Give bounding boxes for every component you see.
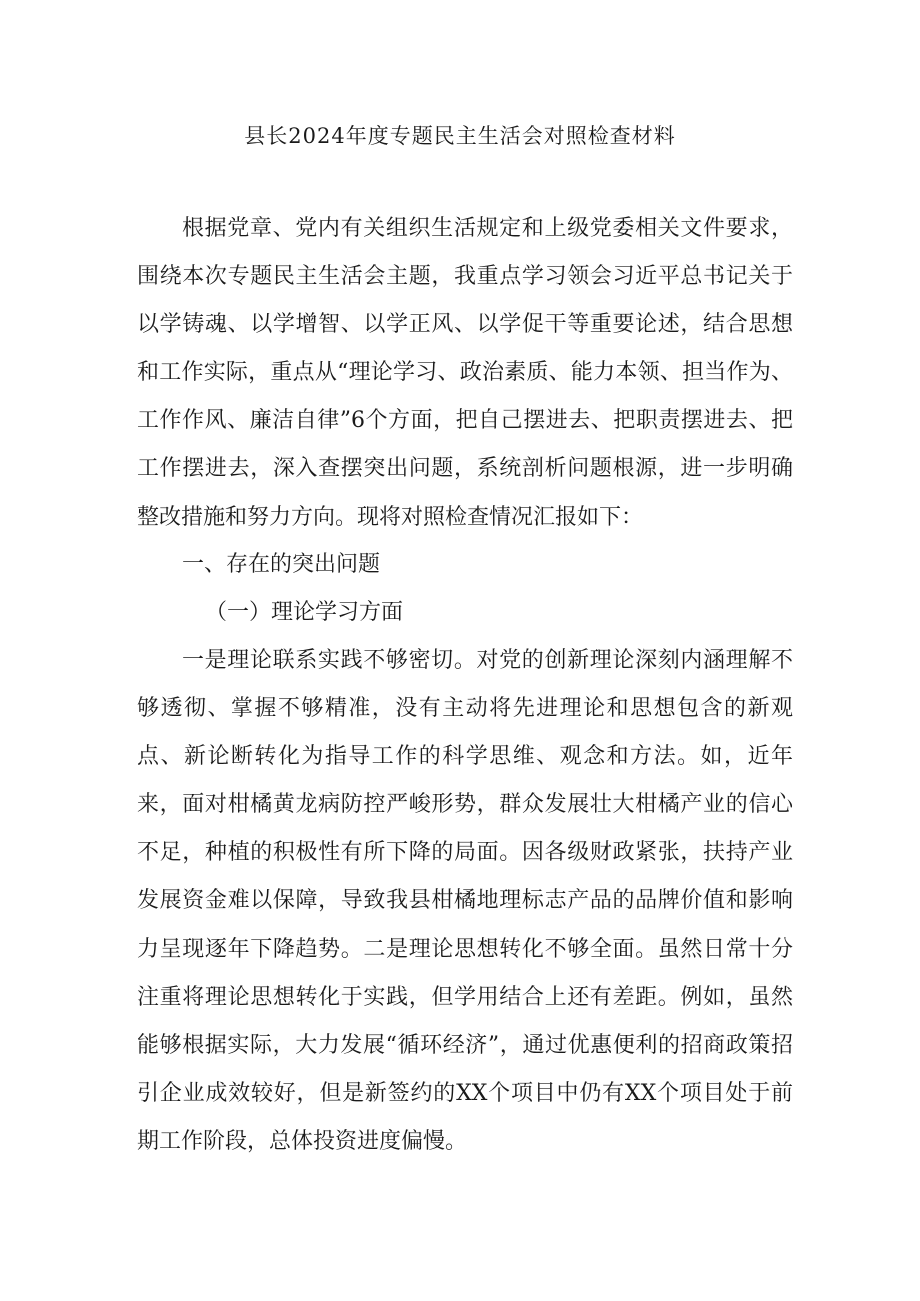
body-paragraph: 一是理论联系实践不够密切。对党的创新理论深刻内涵理解不够透彻、掌握不够精准，没有主动将先进理论和思想包含的新观点、新论断转化为指导工作的科学思维、观念和方法。如，近年来，面对柑橘黄龙病防控严峻形势，群众发展壮大柑橘产业的信心不足，种植的积极性有所下降的局面。因各级财政紧张，扶持产业发展资金难以保障，导致我县柑橘地理标志产品的品牌价值和影响力呈现逐年下降趋势。二是理论思想转化不够全面。虽然日常十分注重将理论思想转化于实践，但学用结合上还有差距。例如，虽然能够根据实际，大力发展“循环经济”，通过优惠便利的招商政策招引企业成效较好，但是新签约的XX个项目中仍有XX个项目处于前期工作阶段，总体投资进度偏慢。: [137, 648, 793, 1154]
subsection-heading: （一）理论学习方面: [205, 600, 404, 625]
document-title: 县长2024年度专题民主生活会对照检查材料: [244, 124, 676, 148]
intro-paragraph: 根据党章、党内有关组织生活规定和上级党委相关文件要求，围绕本次专题民主生活会主题，我重点学习领会习近平总书记关于以学铸魂、以学增智、以学正风、以学促干等重要论述，结合思想和工作实际，重点从“理论学习、政治素质、能力本领、担当作为、工作作风、廉洁自律”6个方面，把自己摆进去、把职责摆进去、把工作摆进去，深入查摆突出问题，系统剖析问题根源，进一步明确整改措施和努力方向。现将对照检查情况汇报如下：: [137, 216, 793, 530]
section-heading: 一、存在的突出问题: [182, 552, 381, 577]
